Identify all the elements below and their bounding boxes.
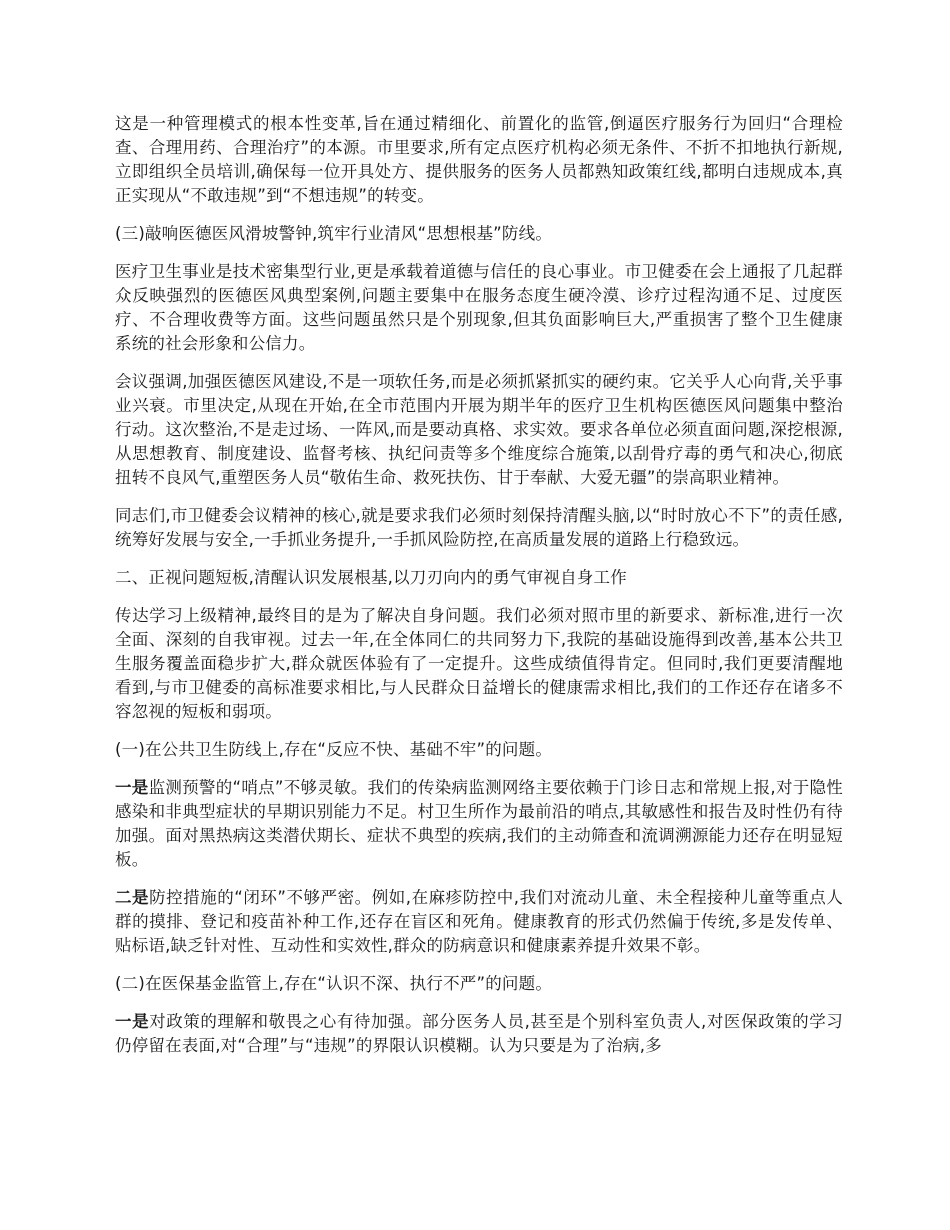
paragraph-meeting-core xyxy=(115,504,843,552)
paragraph-lead: 一是 xyxy=(115,1012,150,1031)
document-page xyxy=(115,112,843,1072)
paragraph-text: 这是一种管理模式的根本性变革,旨在通过精细化、前置化的监管,倒逼医疗服务行为回归“合理检查、合理用药、合理治疗”的本源。市里要求,所有定点医疗机构必须无条件、不折不扣地执行新规,立即组织全员培训,确保每一位开具处方、提供服务的医务人员都熟知政策红线,都明白违规成本,真正实现从“不敢违规”到“不想违规”的转变。 xyxy=(115,114,843,205)
paragraph-self-review xyxy=(115,604,843,724)
paragraph-ethics-cases xyxy=(115,260,843,356)
paragraph-text: 同志们,市卫健委会议精神的核心,就是要求我们必须时刻保持清醒头脑,以“时时放心不下”的责任感,统筹好发展与安全,一手抓业务提升,一手抓风险防控,在高质量发展的道路上行稳致远。 xyxy=(115,506,843,549)
paragraph-text: (二)在医保基金监管上,存在“认识不深、执行不严”的问题。 xyxy=(115,974,553,993)
subheading-medical-ethics xyxy=(115,222,843,246)
paragraph-prevention-loop xyxy=(115,886,843,958)
subheading-insurance-fund xyxy=(115,972,843,996)
paragraph-text: 会议强调,加强医德医风建设,不是一项软任务,而是必须抓紧抓实的硬约束。它关乎人心向背,关乎事业兴衰。市里决定,从现在开始,在全市范围内开展为期半年的医疗卫生机构医德医风问题集中整治行动。这次整治,不是走过场、一阵风,而是要动真格、求实效。要求各单位必须直面问题,深挖根源,从思想教育、制度建设、监督考核、执纪问责等多个维度综合施策,以刮骨疗毒的勇气和决心,彻底扭转不良风气,重塑医务人员“敬佑生命、救死扶伤、甘于奉献、大爱无疆”的崇高职业精神。 xyxy=(115,372,843,487)
paragraph-text: 防控措施的“闭环”不够严密。例如,在麻疹防控中,我们对流动儿童、未全程接种儿童等重点人群的摸排、登记和疫苗补种工作,还存在盲区和死角。健康教育的形式仍然偏于传统,多是发传单、贴标语,缺乏针对性、互动性和实效性,群众的防病意识和健康素养提升效果不彰。 xyxy=(115,888,843,955)
paragraph-text: (一)在公共卫生防线上,存在“反应不快、基础不牢”的问题。 xyxy=(115,740,553,759)
paragraph-text: 二、正视问题短板,清醒认识发展根基,以刀刃向内的勇气审视自身工作 xyxy=(115,568,627,587)
paragraph-text: 对政策的理解和敬畏之心有待加强。部分医务人员,甚至是个别科室负责人,对医保政策的学习仍停留在表面,对“合理”与“违规”的界限认识模糊。认为只要是为了治病,多 xyxy=(115,1012,844,1055)
paragraph-text: 监测预警的“哨点”不够灵敏。我们的传染病监测网络主要依赖于门诊日志和常规上报,对于隐性感染和非典型症状的早期识别能力不足。村卫生所作为最前沿的哨点,其敏感性和报告及时性仍有待加强。面对黑热病这类潜伏期长、症状不典型的疾病,我们的主动筛查和流调溯源能力还存在明显短板。 xyxy=(115,778,843,869)
paragraph-text: 医疗卫生事业是技术密集型行业,更是承载着道德与信任的良心事业。市卫健委在会上通报了几起群众反映强烈的医德医风典型案例,问题主要集中在服务态度生硬冷漠、诊疗过程沟通不足、过度医疗、不合理收费等方面。这些问题虽然只是个别现象,但其负面影响巨大,严重损害了整个卫生健康系统的社会形象和公信力。 xyxy=(115,262,843,353)
paragraph-text: 传达学习上级精神,最终目的是为了解决自身问题。我们必须对照市里的新要求、新标准,进行一次全面、深刻的自我审视。过去一年,在全体同仁的共同努力下,我院的基础设施得到改善,基本公共卫生服务覆盖面稳步扩大,群众就医体验有了一定提升。这些成绩值得肯定。但同时,我们更要清醒地看到,与市卫健委的高标准要求相比,与人民群众日益增长的健康需求相比,我们的工作还存在诸多不容忽视的短板和弱项。 xyxy=(115,606,843,721)
section-heading-two xyxy=(115,566,843,590)
paragraph-policy-understanding xyxy=(115,1010,843,1058)
paragraph-text: (三)敲响医德医风滑坡警钟,筑牢行业清风“思想根基”防线。 xyxy=(115,224,553,243)
paragraph-reform-summary xyxy=(115,112,843,208)
paragraph-lead: 二是 xyxy=(115,888,150,907)
paragraph-ethics-campaign xyxy=(115,370,843,490)
paragraph-monitoring xyxy=(115,776,843,872)
subheading-public-health xyxy=(115,738,843,762)
paragraph-lead: 一是 xyxy=(115,778,149,797)
